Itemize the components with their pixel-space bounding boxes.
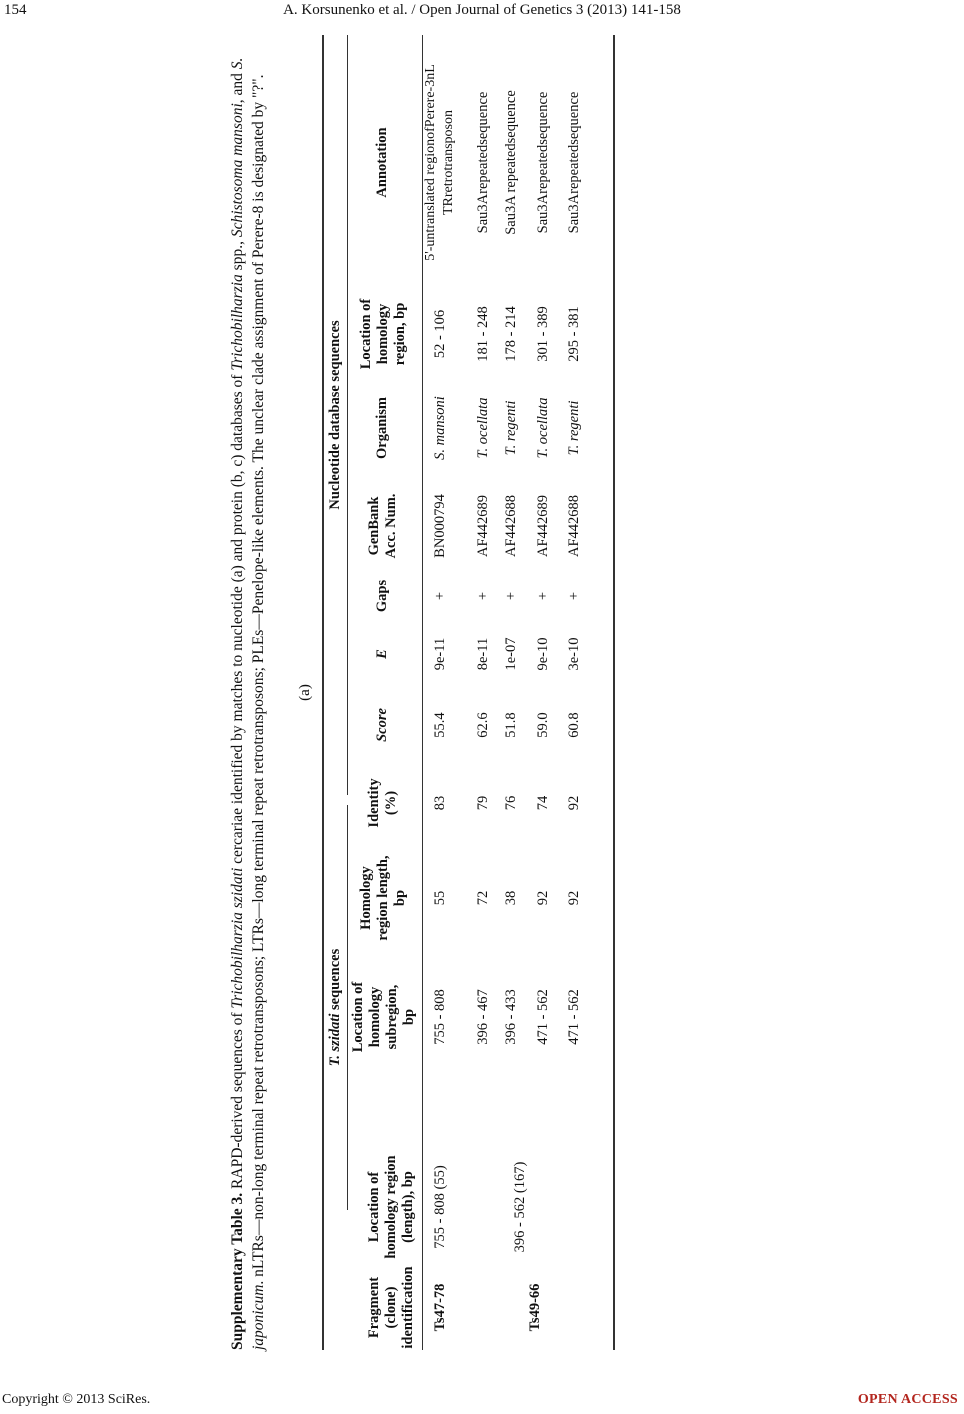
cell-gaps: + — [535, 591, 551, 601]
cell-gaps: + — [566, 591, 582, 601]
fragment-location: 755 - 808 (55) — [432, 1165, 448, 1249]
cell-score: 62.6 — [475, 712, 491, 738]
col-header-location-region: Location of homology region (length), bp — [366, 1155, 416, 1259]
cell-score: 60.8 — [566, 712, 582, 738]
data-table — [322, 35, 614, 1350]
group-rule-right — [347, 35, 348, 795]
cell-score: 59.0 — [535, 712, 551, 738]
cell-e: 9e-11 — [432, 637, 448, 671]
cell-length: 92 — [566, 890, 582, 906]
col-header-organism: Organism — [374, 396, 390, 460]
subtable-label: (a) — [297, 684, 313, 701]
cell-annotation: Sau3A repeatedsequence — [503, 90, 519, 235]
caption-species: S. japonicum — [229, 57, 267, 1350]
cell-subregion: 396 - 433 — [503, 989, 519, 1045]
table-caption — [227, 35, 269, 1350]
cell-location: 52 - 106 — [432, 309, 448, 359]
col-header-location-db: Location of homology region, bp — [358, 298, 408, 370]
cell-accession: AF442689 — [475, 494, 491, 558]
col-header-fragment: Fragment (clone) identification — [366, 1266, 416, 1349]
fragment-id: Ts47-78 — [432, 1283, 448, 1332]
cell-annotation: Sau3Arepeatedsequence — [566, 91, 582, 234]
cell-annotation: Sau3Arepeatedsequence — [535, 91, 551, 234]
cell-accession: AF442688 — [503, 494, 519, 558]
cell-organism: T. regenti — [503, 400, 519, 456]
cell-subregion: 471 - 562 — [566, 989, 582, 1045]
cell-organism: T. ocellata — [475, 397, 491, 459]
cell-identity: 83 — [432, 795, 448, 811]
cell-gaps: + — [475, 591, 491, 601]
col-header-e: E — [374, 649, 390, 659]
fragment-id: Ts49-66 — [527, 1283, 543, 1332]
cell-location: 181 - 248 — [475, 306, 491, 362]
caption-species: Schistosoma mansoni — [229, 103, 246, 238]
group-rule-left — [347, 805, 348, 1210]
col-header-gaps: Gaps — [374, 579, 390, 613]
table-row — [566, 35, 598, 1350]
cell-annotation: Sau3Arepeatedsequence — [475, 91, 491, 234]
cell-e: 3e-10 — [566, 637, 582, 671]
col-header-annotation: Annotation — [374, 127, 390, 198]
cell-accession: AF442688 — [566, 494, 582, 558]
table-row — [503, 35, 535, 1350]
open-access-badge: OPEN ACCESS — [857, 1392, 958, 1407]
cell-e: 8e-11 — [475, 637, 491, 671]
cell-identity: 92 — [566, 795, 582, 811]
cell-gaps: + — [432, 591, 448, 601]
cell-e: 9e-10 — [535, 637, 551, 671]
caption-text: RAPD-derived sequences of — [229, 1008, 246, 1193]
cell-organism: S. mansoni — [432, 396, 448, 460]
cell-score: 55.4 — [432, 712, 448, 738]
cell-length: 92 — [535, 890, 551, 906]
caption-species: Trichobilharzia — [229, 274, 246, 371]
cell-identity: 79 — [475, 795, 491, 811]
cell-subregion: 471 - 562 — [535, 989, 551, 1045]
col-header-score: Score — [374, 708, 390, 742]
table-bottom-rule — [613, 35, 615, 1350]
table-row — [535, 35, 567, 1350]
cell-annotation: 5'-untranslated regionofPerere-3nL — [423, 64, 438, 261]
copyright: Copyright © 2013 SciRes. — [2, 1392, 151, 1407]
cell-accession: BN000794 — [432, 494, 448, 558]
table-top-rule — [322, 35, 324, 1350]
col-header-genbank: GenBank Acc. Num. — [366, 493, 399, 559]
running-title: A. Korsunenko et al. / Open Journal of Genetics 3 (2013) 141-158 — [283, 2, 681, 18]
cell-length: 38 — [503, 890, 519, 906]
cell-length: 72 — [475, 890, 491, 906]
group-heading-rest: sequences — [327, 948, 343, 1014]
cell-subregion: 755 - 808 — [432, 989, 448, 1045]
group-heading-tszidati — [327, 805, 344, 1210]
fragment-location: 396 - 562 (167) — [512, 1161, 528, 1253]
cell-subregion: 396 - 467 — [475, 989, 491, 1045]
cell-organism: T. regenti — [566, 400, 582, 456]
cell-location: 178 - 214 — [503, 306, 519, 362]
caption-species: Trichobilharzia szidati — [229, 867, 246, 1009]
rotated-table-area — [227, 30, 627, 1350]
cell-location: 295 - 381 — [566, 306, 582, 362]
col-header-location-subregion: Location of homology subregion, bp — [350, 981, 417, 1053]
caption-text: cercariae identified by matches to nucleotide (a) and protein (b, c) databases of — [229, 370, 246, 868]
table-row — [423, 35, 464, 1350]
cell-organism: T. ocellata — [535, 397, 551, 459]
cell-gaps: + — [503, 591, 519, 601]
col-header-identity: Identity (%) — [366, 778, 399, 828]
group-heading-italic: T. szidati — [327, 1013, 343, 1067]
cell-length: 55 — [432, 890, 448, 906]
caption-text: , and — [229, 69, 246, 104]
caption-text: . nLTRs—non-long terminal repeat retrotransposons; LTRs—long terminal repeat retrotransposons; PLEs—Penelope-like elements. The unclear clade assignment of Perere-8 is designated by "?". — [250, 74, 267, 1285]
caption-label: Supplementary Table 3. — [229, 1192, 246, 1350]
page-number: 154 — [4, 2, 27, 18]
cell-e: 1e-07 — [503, 637, 519, 671]
caption-text: spp., — [229, 237, 246, 275]
cell-accession: AF442689 — [535, 494, 551, 558]
cell-identity: 74 — [535, 795, 551, 811]
cell-score: 51.8 — [503, 712, 519, 738]
cell-annotation-line2: TRretrotransposon — [441, 110, 456, 215]
group-heading-nucleotide: Nucleotide database sequences — [327, 320, 343, 510]
cell-location: 301 - 389 — [535, 306, 551, 362]
col-header-homology-length: Homology region length, bp — [358, 855, 408, 941]
cell-identity: 76 — [503, 795, 519, 811]
